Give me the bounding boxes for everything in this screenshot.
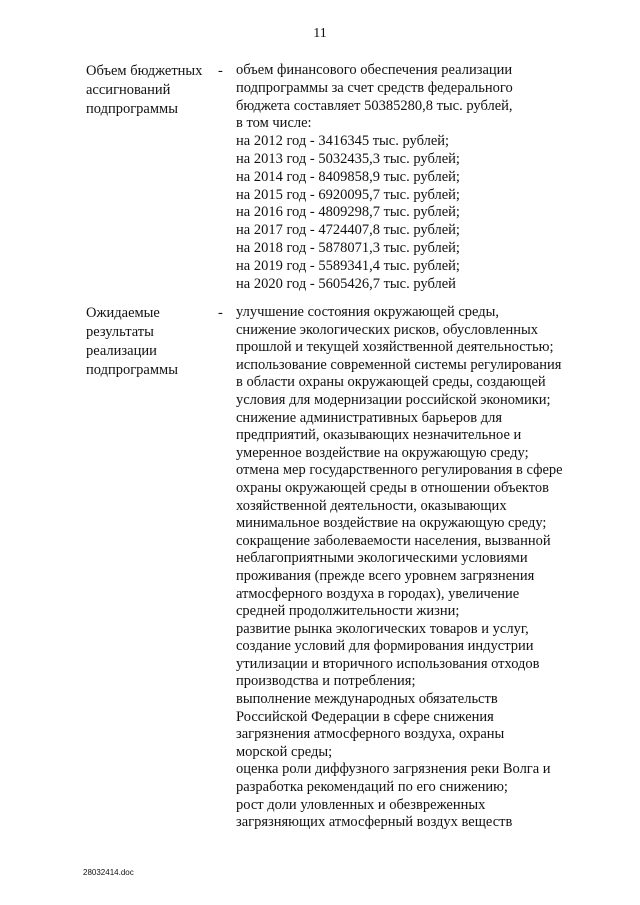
label-line: ассигнований (86, 82, 171, 98)
label-line: подпрограммы (86, 362, 178, 378)
content-line: разработка рекомендаций по его снижению; (236, 779, 508, 796)
content-line: на 2019 год - 5589341,4 тыс. рублей; (236, 257, 460, 274)
content-line: снижение административных барьеров для (236, 409, 503, 426)
page-number: 11 (313, 26, 327, 41)
content-line: неблагоприятными экологическими условиями (236, 550, 528, 567)
label-line: реализации (86, 343, 157, 359)
content-line: на 2013 год - 5032435,3 тыс. рублей; (236, 150, 460, 167)
content-line: проживания (прежде всего уровнем загрязнения (236, 567, 535, 584)
content-line: условия для модернизации российской экономики; (236, 391, 551, 408)
label-line: подпрограммы (86, 101, 178, 117)
content-line: рост доли уловленных и обезвреженных (236, 796, 486, 813)
content-line: выполнение международных обязательств (236, 691, 498, 708)
content-line: сокращение заболеваемости населения, вызванной (236, 532, 551, 549)
content-line: минимальное воздействие на окружающую среду; (236, 515, 547, 532)
section-content (236, 62, 616, 293)
content-line: использование современной системы регулирования (236, 356, 562, 373)
content-line: производства и потребления; (236, 673, 416, 690)
content-line: на 2016 год - 4809298,7 тыс. рублей; (236, 204, 460, 221)
content-line: на 2017 год - 4724407,8 тыс. рублей; (236, 222, 460, 239)
content-line: снижение экологических рисков, обусловленных (236, 321, 538, 338)
content-line: хозяйственной деятельности, оказывающих (236, 497, 507, 514)
content-line: загрязняющих атмосферный воздух веществ (236, 814, 513, 831)
label-line: результаты (86, 324, 154, 340)
content-line: оценка роли диффузного загрязнения реки Волга и (236, 761, 551, 778)
content-line: подпрограммы за счет средств федерального (236, 79, 513, 96)
label-line: Ожидаемые (86, 305, 160, 321)
content-line: средней продолжительности жизни; (236, 603, 460, 620)
content-line: на 2020 год - 5605426,7 тыс. рублей (236, 275, 456, 292)
content-line: утилизации и вторичного использования отходов (236, 655, 540, 672)
content-line: умеренное воздействие на окружающую среду; (236, 444, 529, 461)
content-line: объем финансового обеспечения реализации (236, 62, 513, 78)
content-line: охраны окружающей среды в отношении объектов (236, 479, 549, 496)
content-line: создание условий для формирования индустрии (236, 638, 534, 655)
content-line: прошлой и текущей хозяйственной деятельностью; (236, 339, 554, 356)
section-label (86, 62, 216, 119)
content-line: отмена мер государственного регулирования в сфере (236, 462, 563, 479)
content-line: бюджета составляет 50385280,8 тыс. рублей, (236, 97, 513, 114)
content-line: на 2018 год - 5878071,3 тыс. рублей; (236, 239, 460, 256)
file-name-footer: 28032414.doc (83, 868, 134, 877)
content-line: в области охраны окружающей среды, создающей (236, 374, 546, 391)
content-line: в том числе: (236, 115, 312, 132)
content-line: улучшение состояния окружающей среды, (236, 304, 500, 320)
content-line: морской среды; (236, 743, 333, 760)
section-label (86, 304, 216, 380)
content-line: Российской Федерации в сфере снижения (236, 708, 494, 725)
separator-dash: - (218, 305, 223, 321)
content-line: развитие рынка экологических товаров и услуг, (236, 620, 529, 637)
label-line: Объем бюджетных (86, 63, 203, 79)
separator-dash: - (218, 63, 223, 79)
content-line: предприятий, оказывающих незначительное и (236, 427, 522, 444)
content-line: на 2014 год - 8409858,9 тыс. рублей; (236, 168, 460, 185)
content-line: атмосферного воздуха в городах), увеличение (236, 585, 520, 602)
content-line: загрязнения атмосферного воздуха, охраны (236, 726, 505, 743)
content-line: на 2015 год - 6920095,7 тыс. рублей; (236, 186, 460, 203)
content-line: на 2012 год - 3416345 тыс. рублей; (236, 133, 450, 150)
section-content (236, 304, 616, 832)
